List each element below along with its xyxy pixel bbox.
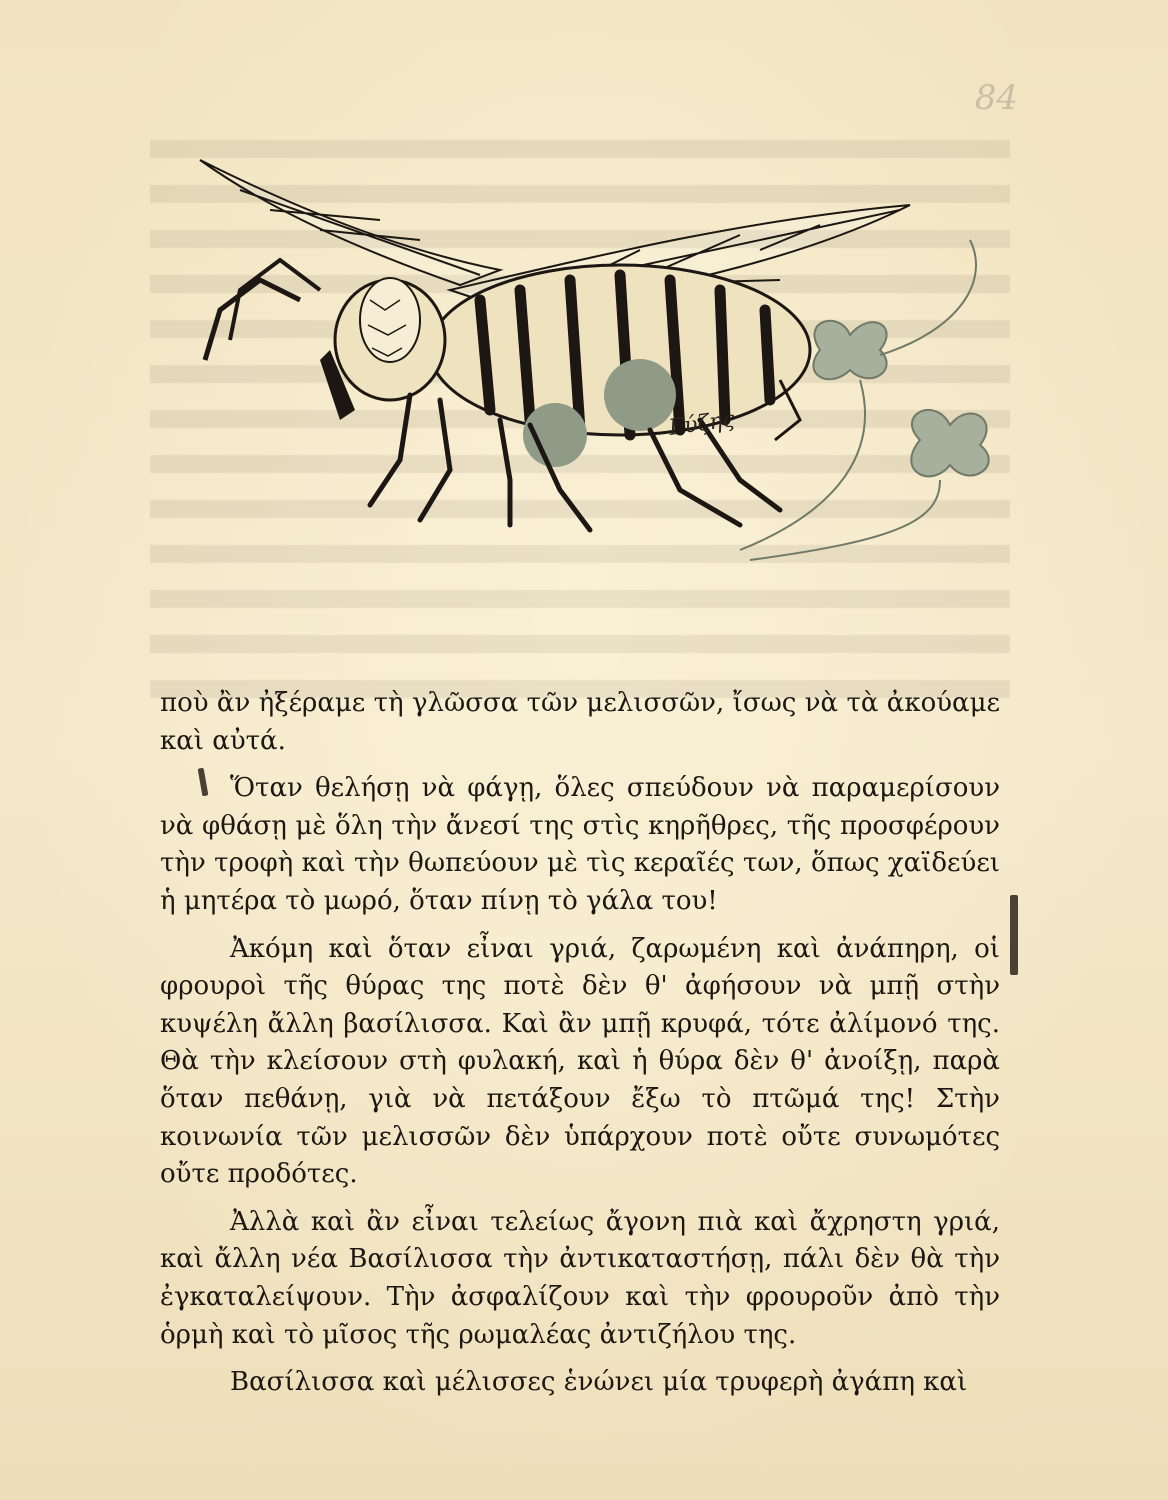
bee-illustration <box>180 150 1040 590</box>
margin-pencil-mark <box>1010 895 1018 975</box>
paragraph: Ἀλλὰ καὶ ἂν εἶναι τελείως ἄγονη πιὰ καὶ ἄχρηστη γριά, καὶ ἄλλη νέα Βασίλισσα τὴν ἀντικαταστήσῃ, πάλι δὲν θὰ τὴν ἐγκαταλείψουν. Τὴν ἀσφαλίζουν καὶ τὴν φρουροῦν ἀπὸ τὴν ὁρμὴ καὶ τὸ μῖσος τῆς ρωμαλέας ἀντιζήλου της. <box>160 1206 1000 1350</box>
paragraph: Βασίλισσα καὶ μέλισσες ἑνώνει μία τρυφερὴ ἀγάπη καὶ <box>230 1367 968 1398</box>
artist-signature: Γύζης <box>667 406 737 441</box>
body-text <box>160 685 1000 1402</box>
violet-flowers <box>740 240 989 560</box>
paragraph: Ἀκόμη καὶ ὅταν εἶναι γριά, ζαρωμένη καὶ ἀνάπηρη, οἱ φρουροὶ τῆς θύρας της ποτὲ δὲν θ' ἀφήσουν νὰ μπῇ στὴν κυψέλη ἄλλη βασίλισσα. Καὶ ἂν μπῇ κρυφά, τότε ἀλίμονό της. Θὰ τὴν κλείσουν στὴ φυλακή, καὶ ἡ θύρα δὲν θ' ἀνοίξῃ, παρὰ ὅταν πεθάνῃ, γιὰ νὰ πετάξουν ἔξω τὸ πτῶμά της! Στὴν κοινωνία τῶν μελισσῶν δὲν ὑπάρχουν ποτὲ οὔτε συνωμότες οὔτε προδότες. <box>160 933 1000 1190</box>
paragraph: Ὅταν θελήσῃ νὰ φάγῃ, ὅλες σπεύδουν νὰ παραμερίσουν νὰ φθάσῃ μὲ ὅλη τὴν ἄνεσί της στὶς κηρῆθρες, τῆς προσφέρουν τὴν τροφὴ καὶ τὴν θωπεύουν μὲ τὶς κεραῖές των, ὅπως χαϊδεύει ἡ μητέρα τὸ μωρό, ὅταν πίνῃ τὸ γάλα του! <box>160 773 1000 916</box>
bee-body <box>205 260 810 467</box>
paragraph: ποὺ ἂν ἠξέραμε τὴ γλῶσσα τῶν μελισσῶν, ἴσως νὰ τὰ ἀκούαμε καὶ αὐτά. <box>160 688 1000 756</box>
page-number: 84 <box>974 78 1018 118</box>
